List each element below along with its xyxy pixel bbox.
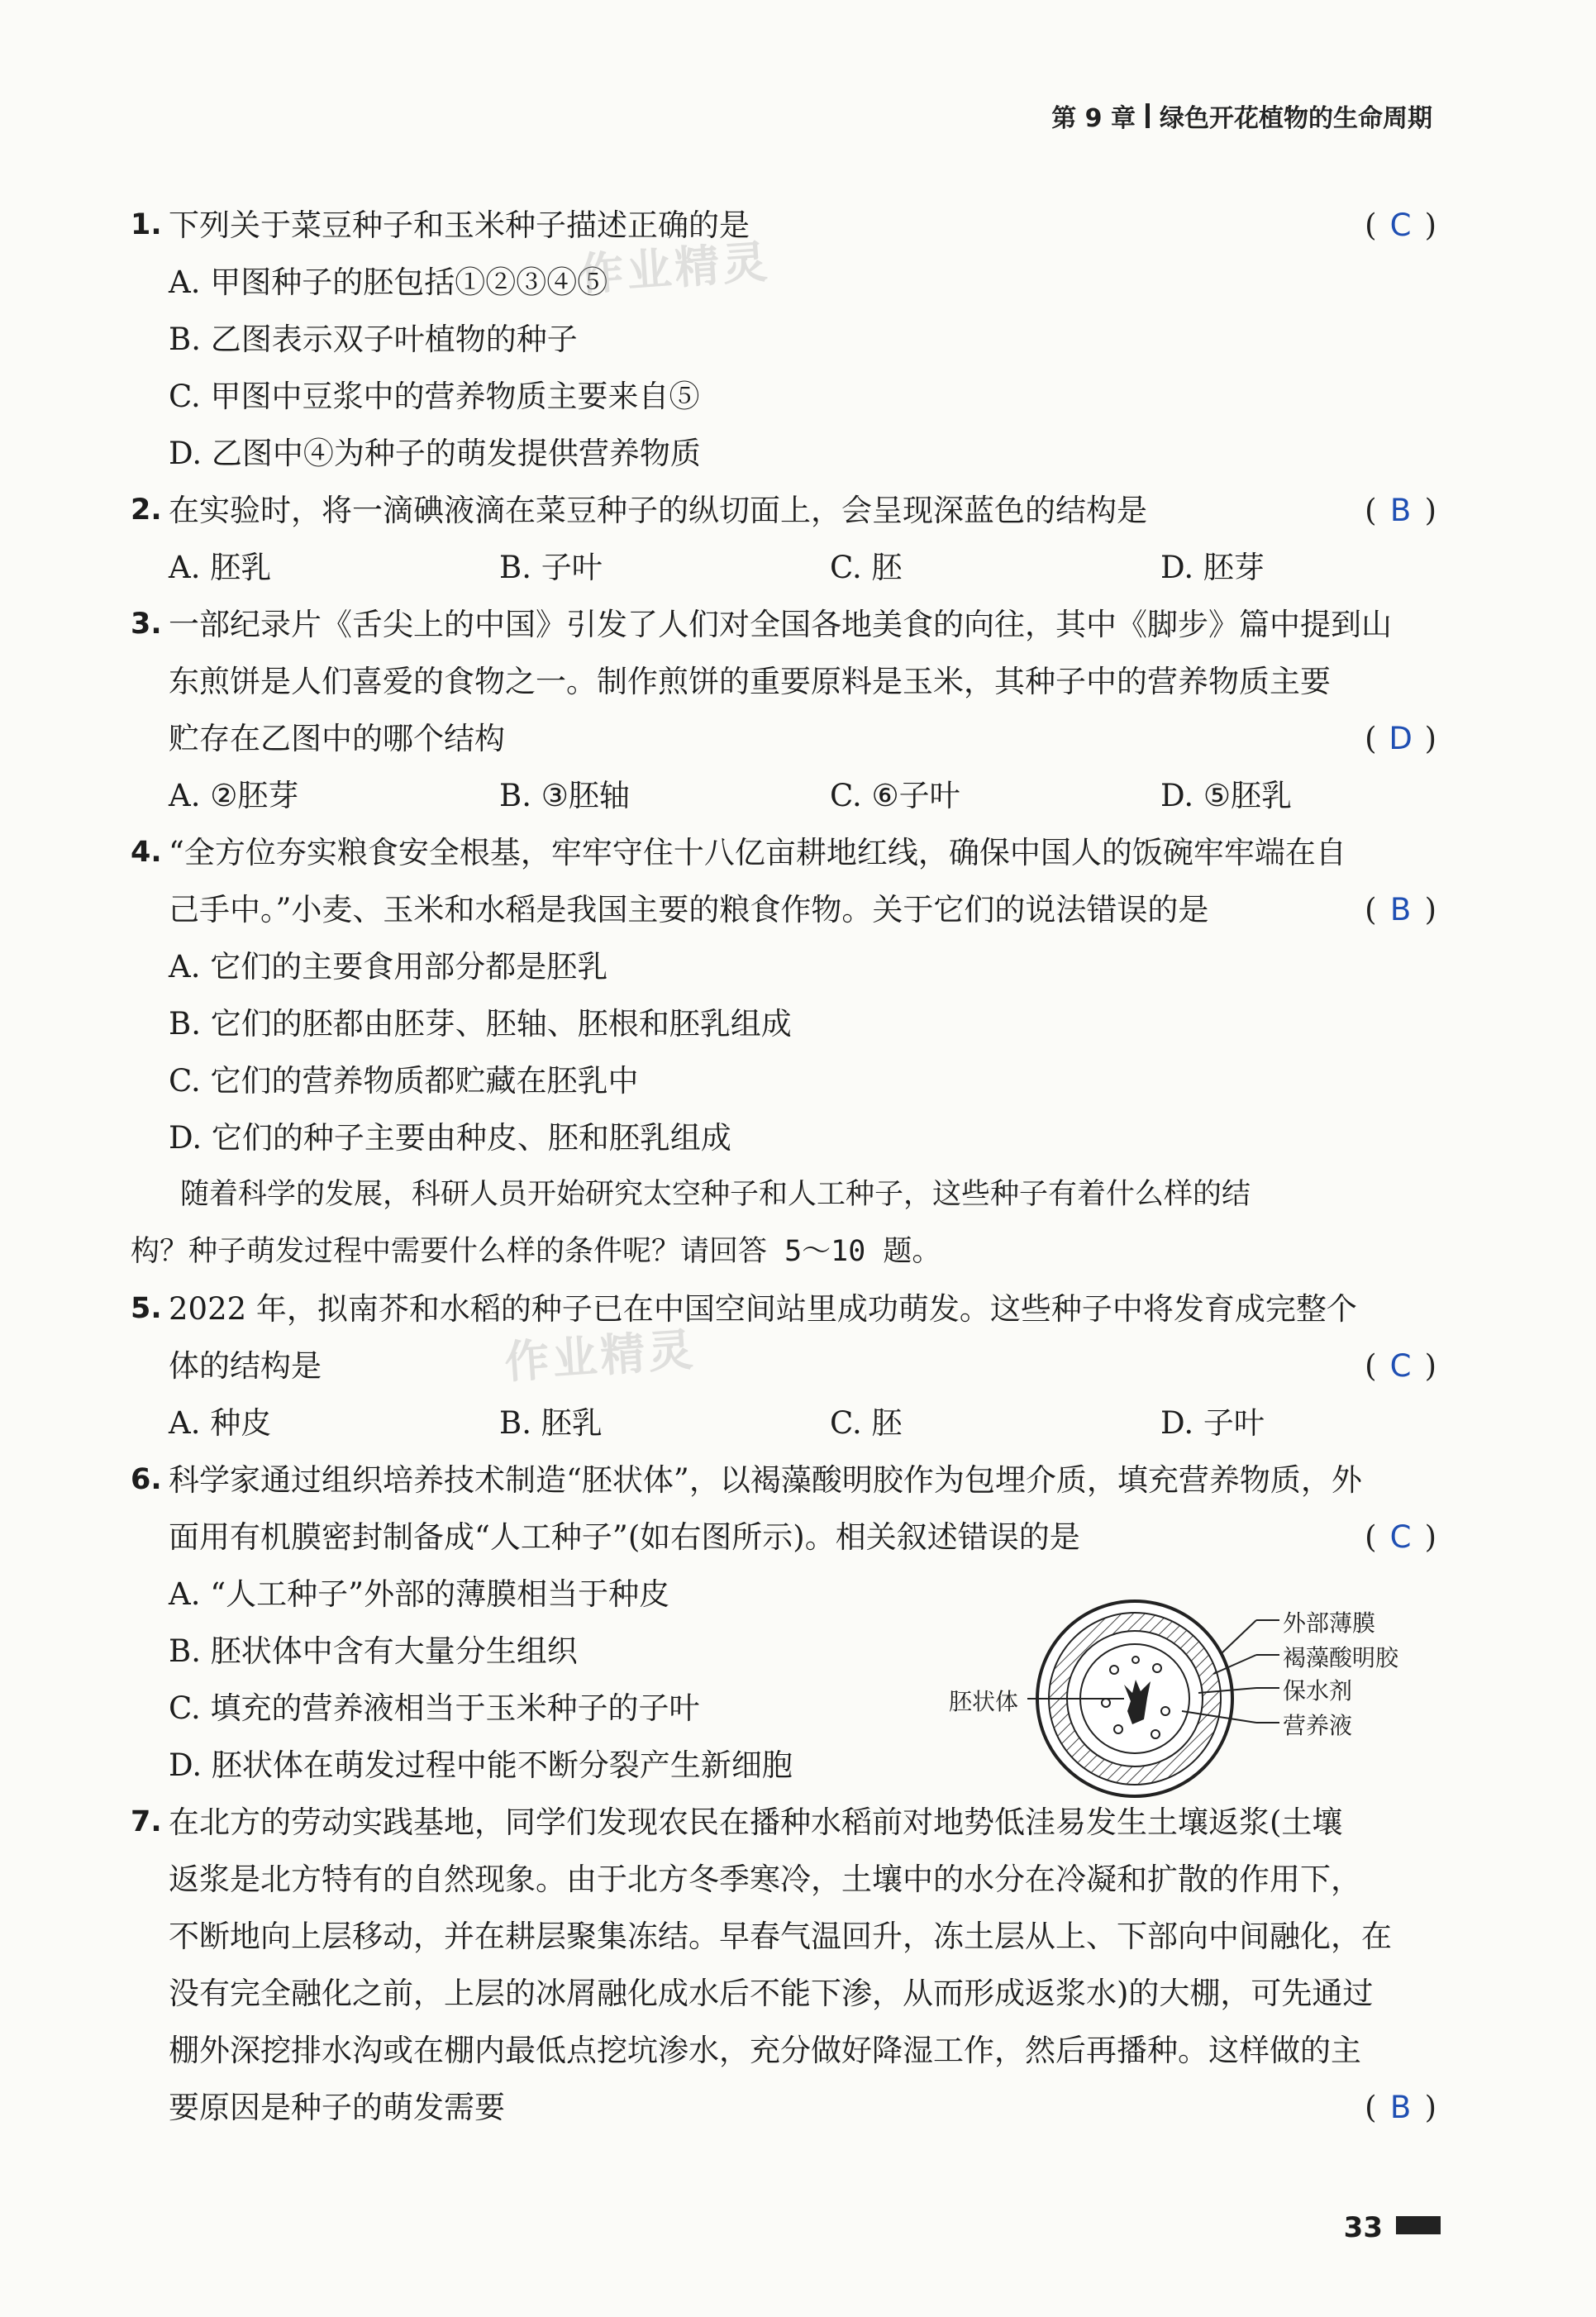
question-text-last-line — [131, 1337, 1436, 1394]
option: A. 它们的主要食用部分都是胚乳 — [169, 949, 608, 984]
question-text-line: 2022 年，拟南芥和水稻的种子已在中国空间站里成功萌发。这些种子中将发育成完整个 — [169, 1291, 1357, 1327]
question-5 — [131, 1280, 1436, 1337]
option: B. 胚乳 — [499, 1405, 603, 1441]
question-4 — [131, 824, 1436, 881]
outer-film-pointer — [1222, 1620, 1256, 1653]
option: B. 子叶 — [499, 550, 603, 585]
option: D. ⑤胚乳 — [1160, 778, 1293, 813]
question-text-line: 要原因是种子的萌发需要 — [169, 2090, 505, 2125]
answer-slot: ( C ) — [1365, 1337, 1436, 1394]
question-text-line: 面用有机膜密封制备成“人工种子”(如右图所示)。相关叙述错误的是 — [169, 1519, 1080, 1555]
question-text-line: 不断地向上层移动，并在耕层聚集冻结。早春气温回升，冻土层从上、下部向中间融化，在 — [169, 1919, 1392, 1954]
question-number: 5. — [131, 1292, 162, 1325]
chapter-number: 第 9 章 — [1051, 104, 1136, 133]
option: A. “人工种子”外部的薄膜相当于种皮 — [169, 1576, 670, 1612]
question-number: 6. — [131, 1463, 162, 1496]
question-number: 4. — [131, 836, 162, 869]
option: C. 它们的营养物质都贮藏在胚乳中 — [169, 1063, 639, 1099]
option: C. ⑥子叶 — [830, 778, 960, 813]
answer-slot: ( B ) — [1365, 881, 1436, 938]
option: C. 甲图中豆浆中的营养物质主要来自⑤ — [169, 379, 700, 414]
question-text-line: 体的结构是 — [169, 1348, 322, 1384]
passage-line: 构？种子萌发过程中需要什么样的条件呢？请回答 5～10 题。 — [131, 1235, 941, 1268]
option-row — [131, 1394, 1436, 1452]
question-text-last-line — [131, 2079, 1436, 2136]
question-3 — [131, 596, 1436, 653]
answer-slot: ( C ) — [1365, 1509, 1436, 1566]
watermark: 作业精灵 — [503, 1323, 698, 1390]
question-text-last-line — [131, 1509, 1436, 1566]
option: D. 胚状体在萌发过程中能不断分裂产生新细胞 — [169, 1747, 793, 1783]
question-text-line: 己手中。”小麦、玉米和水稻是我国主要的粮食作物。关于它们的说法错误的是 — [169, 892, 1209, 927]
option: D. 胚芽 — [1160, 550, 1265, 585]
question-list — [131, 197, 1436, 2136]
answer-letter: D — [1389, 721, 1413, 756]
question-text-line: 一部纪录片《舌尖上的中国》引发了人们对全国各地美食的向往，其中《脚步》篇中提到山 — [169, 607, 1392, 642]
answer-slot: ( B ) — [1365, 2079, 1436, 2136]
option: B. 它们的胚都由胚芽、胚轴、胚根和胚乳组成 — [169, 1006, 792, 1042]
answer-letter: B — [1389, 493, 1412, 528]
option-row — [131, 539, 1436, 596]
question-text-line: 东煎饼是人们喜爱的食物之一。制作煎饼的重要原料是玉米，其种子中的营养物质主要 — [169, 664, 1331, 699]
question-text-line: 贮存在乙图中的哪个结构 — [169, 721, 505, 756]
option: C. 填充的营养液相当于玉米种子的子叶 — [169, 1690, 700, 1726]
question-text-line: 没有完全融化之前，上层的冰屑融化成水后不能下渗，从而形成返浆水)的大棚，可先通过 — [169, 1976, 1374, 2011]
page-number-bar — [1396, 2216, 1441, 2234]
answer-letter: B — [1389, 892, 1412, 927]
option: C. 胚 — [830, 1405, 903, 1441]
option: B. 胚状体中含有大量分生组织 — [169, 1633, 578, 1669]
page-number: 33 — [1343, 2211, 1383, 2244]
option: A. ②胚芽 — [169, 778, 299, 813]
passage-line: 随着科学的发展，科研人员开始研究太空种子和人工种子，这些种子有着什么样的结 — [180, 1178, 1251, 1211]
answer-letter: B — [1389, 2090, 1412, 2125]
question-text: 在实验时，将一滴碘液滴在菜豆种子的纵切面上，会呈现深蓝色的结构是 — [169, 493, 1147, 528]
option: B. ③胚轴 — [499, 778, 630, 813]
question-number: 7. — [131, 1805, 162, 1838]
label-embryoid: 胚状体 — [949, 1688, 1019, 1715]
answer-letter: C — [1389, 207, 1412, 243]
artificial-seed-diagram — [949, 1587, 1478, 1810]
question-number: 2. — [131, 493, 162, 527]
label-water-retainer: 保水剂 — [1283, 1677, 1353, 1704]
chapter-title: 绿色开花植物的生命周期 — [1160, 104, 1432, 133]
question-text-line: 棚外深挖排水沟或在棚内最低点挖坑渗水，充分做好降湿工作，然后再播种。这样做的主 — [169, 2033, 1361, 2068]
answer-letter: C — [1389, 1348, 1412, 1384]
option: D. 乙图中④为种子的萌发提供营养物质 — [169, 436, 701, 471]
nutrient-dot — [1153, 1664, 1161, 1672]
nutrient-dot — [1114, 1725, 1122, 1733]
nutrient-dot — [1110, 1666, 1118, 1674]
question-2 — [131, 482, 1436, 539]
question-number: 1. — [131, 208, 162, 241]
question-6 — [131, 1452, 1436, 1509]
option: C. 胚 — [830, 550, 903, 585]
answer-slot: ( C ) — [1365, 197, 1436, 254]
answer-slot: ( D ) — [1365, 710, 1436, 767]
nutrient-dot — [1161, 1707, 1170, 1715]
watermark: 作业精灵 — [577, 235, 773, 302]
option: B. 乙图表示双子叶植物的种子 — [169, 322, 578, 357]
option: A. 胚乳 — [169, 550, 272, 585]
question-text-line: “全方位夯实粮食安全根基，牢牢守住十八亿亩耕地红线，确保中国人的饭碗牢牢端在自 — [169, 835, 1346, 870]
question-text-line: 返浆是北方特有的自然现象。由于北方冬季寒冷，土壤中的水分在冷凝和扩散的作用下， — [169, 1862, 1361, 1897]
question-number: 3. — [131, 608, 162, 641]
question-text-last-line — [131, 710, 1436, 767]
question-text-last-line — [131, 881, 1436, 938]
nutrient-dot — [1102, 1699, 1110, 1707]
question-text-line: 在北方的劳动实践基地，同学们发现农民在播种水稻前对地势低洼易发生土壤返浆(土壤 — [169, 1804, 1343, 1840]
question-1 — [131, 197, 1436, 254]
artificial-seed-figure — [949, 1587, 1478, 1810]
label-nutrient: 营养液 — [1283, 1712, 1353, 1739]
nutrient-dot — [1132, 1657, 1139, 1663]
answer-letter: C — [1389, 1519, 1412, 1555]
chapter-header — [1051, 98, 1432, 134]
option: D. 子叶 — [1160, 1405, 1265, 1441]
question-text-line: 科学家通过组织培养技术制造“胚状体”，以褐藻酸明胶作为包埋介质，填充营养物质，外 — [169, 1462, 1362, 1498]
nutrient-dot — [1151, 1730, 1160, 1738]
label-alginate: 褐藻酸明胶 — [1283, 1644, 1399, 1671]
label-outer-film: 外部薄膜 — [1283, 1609, 1376, 1637]
header-separator — [1146, 103, 1150, 128]
option: D. 它们的种子主要由种皮、胚和胚乳组成 — [169, 1120, 731, 1156]
question-text: 下列关于菜豆种子和玉米种子描述正确的是 — [169, 207, 750, 243]
answer-slot: ( B ) — [1365, 482, 1436, 539]
option-row — [131, 767, 1436, 824]
option: A. 甲图种子的胚包括①②③④⑤ — [169, 265, 608, 300]
option: A. 种皮 — [169, 1405, 272, 1441]
